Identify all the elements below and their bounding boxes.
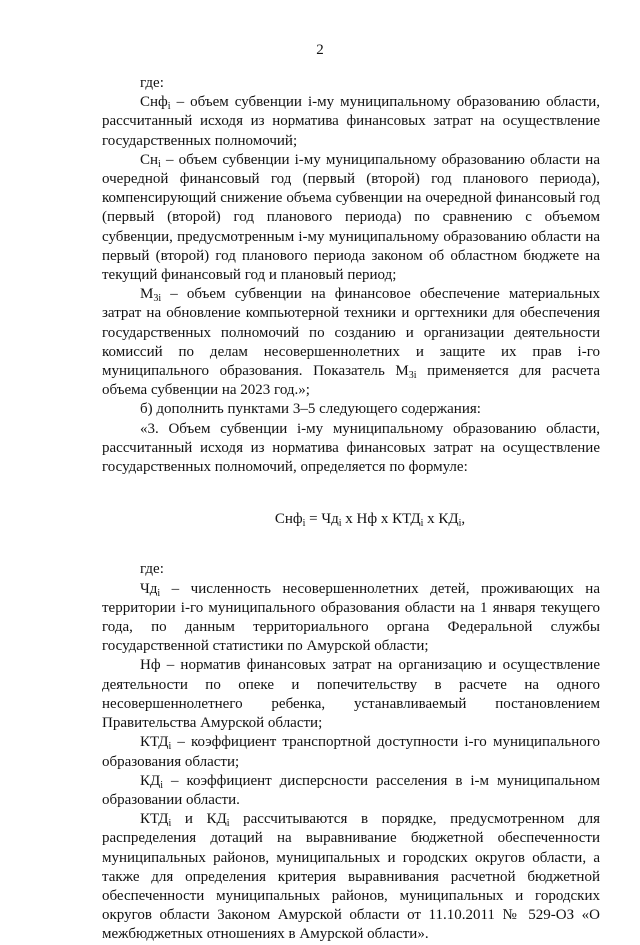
- subscript-i: i: [226, 818, 230, 830]
- paragraph-chd-definition: [102, 580, 600, 657]
- ktd-definition-text: – коэффициент транспортной доступности i-го муниципального образования области;: [102, 734, 600, 770]
- m3-definition-end: применяется для расчета объема субвенции на 2023 год.»;: [102, 363, 601, 399]
- symbol-kd: КД: [140, 772, 161, 789]
- subscript-i: i: [167, 101, 171, 113]
- paragraph-where-1: где:: [140, 75, 164, 91]
- formula-term-kd: х КД: [423, 511, 459, 528]
- conjunction-text: и КД: [171, 811, 227, 828]
- subscript-3i: 3i: [153, 293, 162, 305]
- symbol-snf: Снф: [140, 94, 168, 111]
- paragraph-where-2: где:: [140, 561, 164, 578]
- paragraph-snf-definition: [102, 93, 600, 151]
- symbol-chd: Чд: [140, 580, 158, 597]
- calculation-order-text: рассчитываются в порядке, предусмотренном для распределения дотаций на выравнивание бюджетной обеспеченности муниципальных районов, муниципальных и городских округов области, а также для определения критерия выравнивания расчетной бюджетной обеспеченности муниципальных районов, муниципальных и городских округов области Законом Амурской области от 11.10.2011 № 529-ОЗ «О межбюджетных отношениях в Амурской области».: [102, 811, 600, 943]
- paragraph-nf-definition: Нф – норматив финансовых затрат на организацию и осуществление деятельности по опеке и попечительству в расчете на одного несовершеннолетнего ребенка, устанавливаемый постановлением Правительства Амурской области;: [102, 657, 600, 732]
- formula-term-ktd: х Нф х КТД: [341, 511, 421, 528]
- paragraph-ktd-definition: [102, 733, 600, 771]
- symbol-sn: Сн: [140, 151, 159, 168]
- paragraph-calculation-order: [102, 810, 600, 944]
- formula-lhs: Снф: [274, 511, 303, 528]
- page-number: 2: [316, 42, 324, 58]
- subscript-i: i: [160, 779, 164, 791]
- subscript-i: i: [302, 518, 306, 530]
- subscript-3i: 3i: [408, 370, 417, 382]
- paragraph-m3-definition: [102, 285, 600, 400]
- symbol-ktd: КТД: [140, 734, 169, 751]
- subscript-i: i: [458, 518, 462, 530]
- subscript-i: i: [168, 818, 172, 830]
- formula: [102, 510, 600, 529]
- sn-definition-text: – объем субвенции i-му муниципальному образованию области на очередной финансовый год (первый (второй) год планового периода), компенсирующий снижение объема субвенции на очередной финансовый год (первый (второй) год планового периода) по сравнению с объемом субвенции, предусмотренным i-му муниципальному образованию области на первый (второй) год планового периода законом об областном бюджете на текущий финансовый год и плановый период;: [102, 151, 600, 284]
- paragraph-kd-definition: [102, 772, 600, 810]
- subscript-i: i: [168, 741, 172, 753]
- symbol-ktd: КТД: [140, 811, 169, 828]
- kd-definition-text: – коэффициент дисперсности расселения в i-м муниципальном образовании области.: [102, 772, 600, 808]
- symbol-m: М: [140, 286, 154, 303]
- document-body: [102, 74, 600, 945]
- m3-definition-text: – объем субвенции на финансовое обеспечение материальных затрат на обновление компьютерной техники и оргтехники для обеспечения государственных полномочий по созданию и организации деятельности комиссий по делам несовершеннолетних и защите их прав i-го муниципального образования. Показатель М: [102, 286, 600, 380]
- paragraph-point-3: «3. Объем субвенции i-му муниципальному образованию области, рассчитанный исходя из норматива финансовых затрат на осуществление государственных полномочий, определяется по формуле:: [102, 420, 600, 476]
- subscript-i: i: [338, 518, 342, 530]
- snf-definition-text: – объем субвенции i-му муниципальному образованию области, рассчитанный исходя из норматива финансовых затрат на осуществление государственных полномочий;: [102, 94, 600, 149]
- paragraph-sn-definition: [102, 151, 600, 285]
- chd-definition-text: – численность несовершеннолетних детей, проживающих на территории i-го муниципального образования области на 1 января текущего года, по данным территориального органа Федеральной службы государственной статистики по Амурской области;: [102, 580, 600, 655]
- subscript-i: i: [157, 587, 161, 599]
- subscript-i: i: [158, 158, 161, 170]
- formula-term-chd: = Чд: [305, 511, 339, 528]
- formula-end: ,: [461, 511, 466, 528]
- paragraph-amendment-b: б) дополнить пунктами 3–5 следующего содержания:: [140, 401, 481, 418]
- subscript-i: i: [420, 518, 424, 530]
